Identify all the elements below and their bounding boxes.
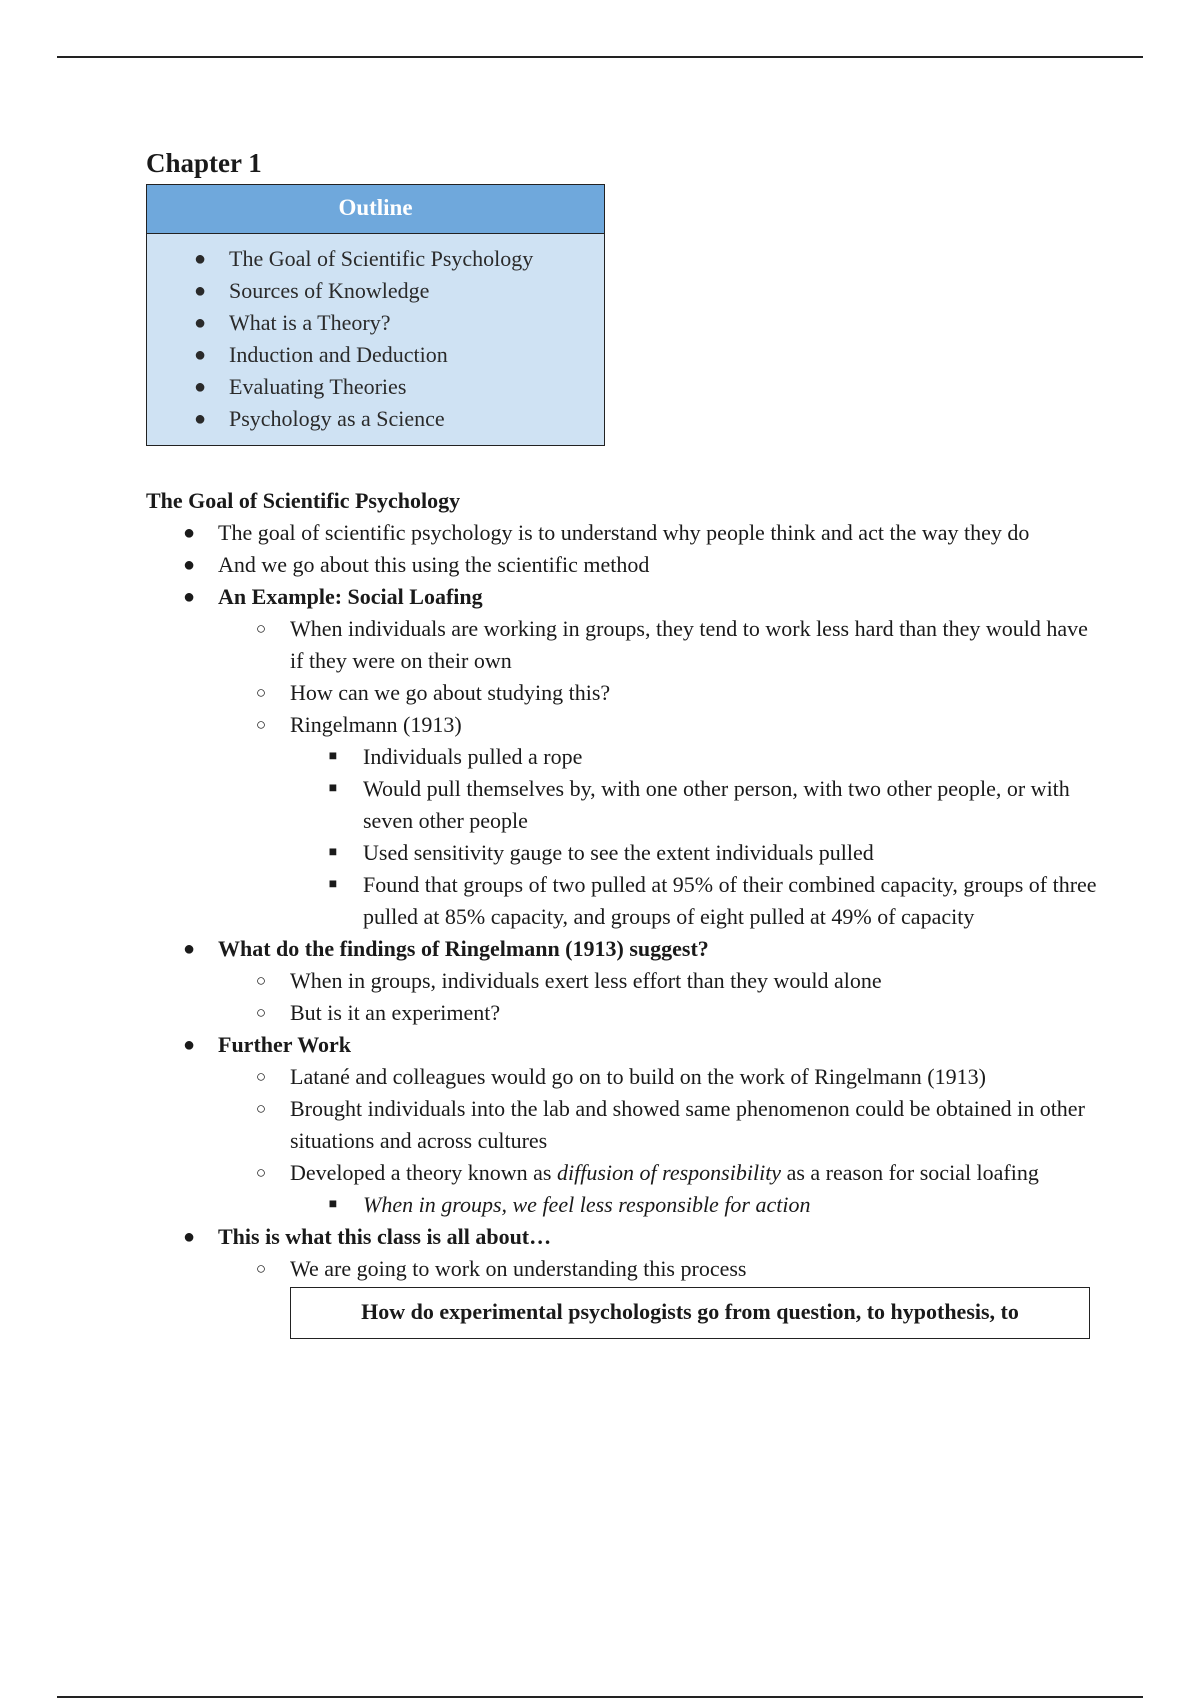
list-item: ○ When individuals are working in groups, they tend to work less hard than they would have if they were on their own	[146, 613, 1106, 677]
list-item: ■ When in groups, we feel less responsible for action	[146, 1189, 1106, 1221]
bullet-icon: ●	[194, 344, 207, 366]
bullet-icon: ●	[194, 280, 207, 302]
outline-table	[146, 184, 605, 446]
list-item: ■ Found that groups of two pulled at 95% of their combined capacity, groups of three pulled at 85% capacity, and groups of eight pulled at 49% of capacity	[146, 869, 1106, 933]
bullet-icon: ●	[182, 938, 196, 960]
list-item-heading: ● What do the findings of Ringelmann (1913) suggest?	[146, 933, 1106, 965]
bullet-icon: ●	[194, 376, 207, 398]
bullet-icon: ●	[182, 554, 196, 576]
list-item-heading: ● This is what this class is all about…	[146, 1221, 1106, 1253]
circle-bullet-icon: ○	[255, 1099, 267, 1118]
section-heading: The Goal of Scientific Psychology	[146, 488, 461, 513]
bullet-icon: ●	[194, 312, 207, 334]
list-item: ○ But is it an experiment?	[146, 997, 1106, 1029]
bullet-icon: ●	[194, 248, 207, 270]
square-bullet-icon: ■	[328, 749, 338, 764]
outline-item: ● Sources of Knowledge	[147, 275, 604, 307]
bottom-rule	[57, 1696, 1143, 1698]
top-rule	[57, 56, 1143, 58]
circle-bullet-icon: ○	[255, 683, 267, 702]
list-item: ○ Brought individuals into the lab and showed same phenomenon could be obtained in other situations and across cultures	[146, 1093, 1106, 1157]
question-callout-box: How do experimental psychologists go from question, to hypothesis, to	[290, 1287, 1090, 1339]
outline-item: ● Evaluating Theories	[147, 371, 604, 403]
list-item: ● The goal of scientific psychology is to understand why people think and act the way they do	[146, 517, 1106, 549]
list-item: ○ We are going to work on understanding this process	[146, 1253, 1106, 1285]
bullet-icon: ●	[182, 586, 196, 608]
list-item: ■ Would pull themselves by, with one other person, with two other people, or with seven other people	[146, 773, 1106, 837]
square-bullet-icon: ■	[328, 1197, 338, 1212]
circle-bullet-icon: ○	[255, 1163, 267, 1182]
outline-item: ● Induction and Deduction	[147, 339, 604, 371]
list-item: ○ How can we go about studying this?	[146, 677, 1106, 709]
list-item: ● And we go about this using the scientific method	[146, 549, 1106, 581]
list-item-heading: ● Further Work	[146, 1029, 1106, 1061]
outline-header: Outline	[147, 185, 604, 234]
list-item-heading: ● An Example: Social Loafing	[146, 581, 1106, 613]
bullet-icon: ●	[182, 1034, 196, 1056]
circle-bullet-icon: ○	[255, 1259, 267, 1278]
outline-item: ● What is a Theory?	[147, 307, 604, 339]
outline-list	[147, 234, 604, 435]
circle-bullet-icon: ○	[255, 1003, 267, 1022]
square-bullet-icon: ■	[328, 877, 338, 892]
outline-item: ● The Goal of Scientific Psychology	[147, 243, 604, 275]
bullet-icon: ●	[182, 1226, 196, 1248]
chapter-title: Chapter 1	[146, 148, 262, 178]
circle-bullet-icon: ○	[255, 715, 267, 734]
list-item: ○ Ringelmann (1913)	[146, 709, 1106, 741]
list-item: ○ Developed a theory known as diffusion of responsibility as a reason for social loafing	[146, 1157, 1106, 1189]
circle-bullet-icon: ○	[255, 1067, 267, 1086]
list-item: ○ Latané and colleagues would go on to build on the work of Ringelmann (1913)	[146, 1061, 1106, 1093]
bullet-icon: ●	[182, 522, 196, 544]
circle-bullet-icon: ○	[255, 619, 267, 638]
list-item: ■ Used sensitivity gauge to see the extent individuals pulled	[146, 837, 1106, 869]
section-goal-of-scientific-psychology	[146, 485, 1106, 1339]
square-bullet-icon: ■	[328, 845, 338, 860]
list-item: ■ Individuals pulled a rope	[146, 741, 1106, 773]
square-bullet-icon: ■	[328, 781, 338, 796]
outline-item: ● Psychology as a Science	[147, 403, 604, 435]
list-item: ○ When in groups, individuals exert less effort than they would alone	[146, 965, 1106, 997]
bullet-icon: ●	[194, 408, 207, 430]
circle-bullet-icon: ○	[255, 971, 267, 990]
term-diffusion-of-responsibility: diffusion of responsibility	[556, 1160, 782, 1185]
